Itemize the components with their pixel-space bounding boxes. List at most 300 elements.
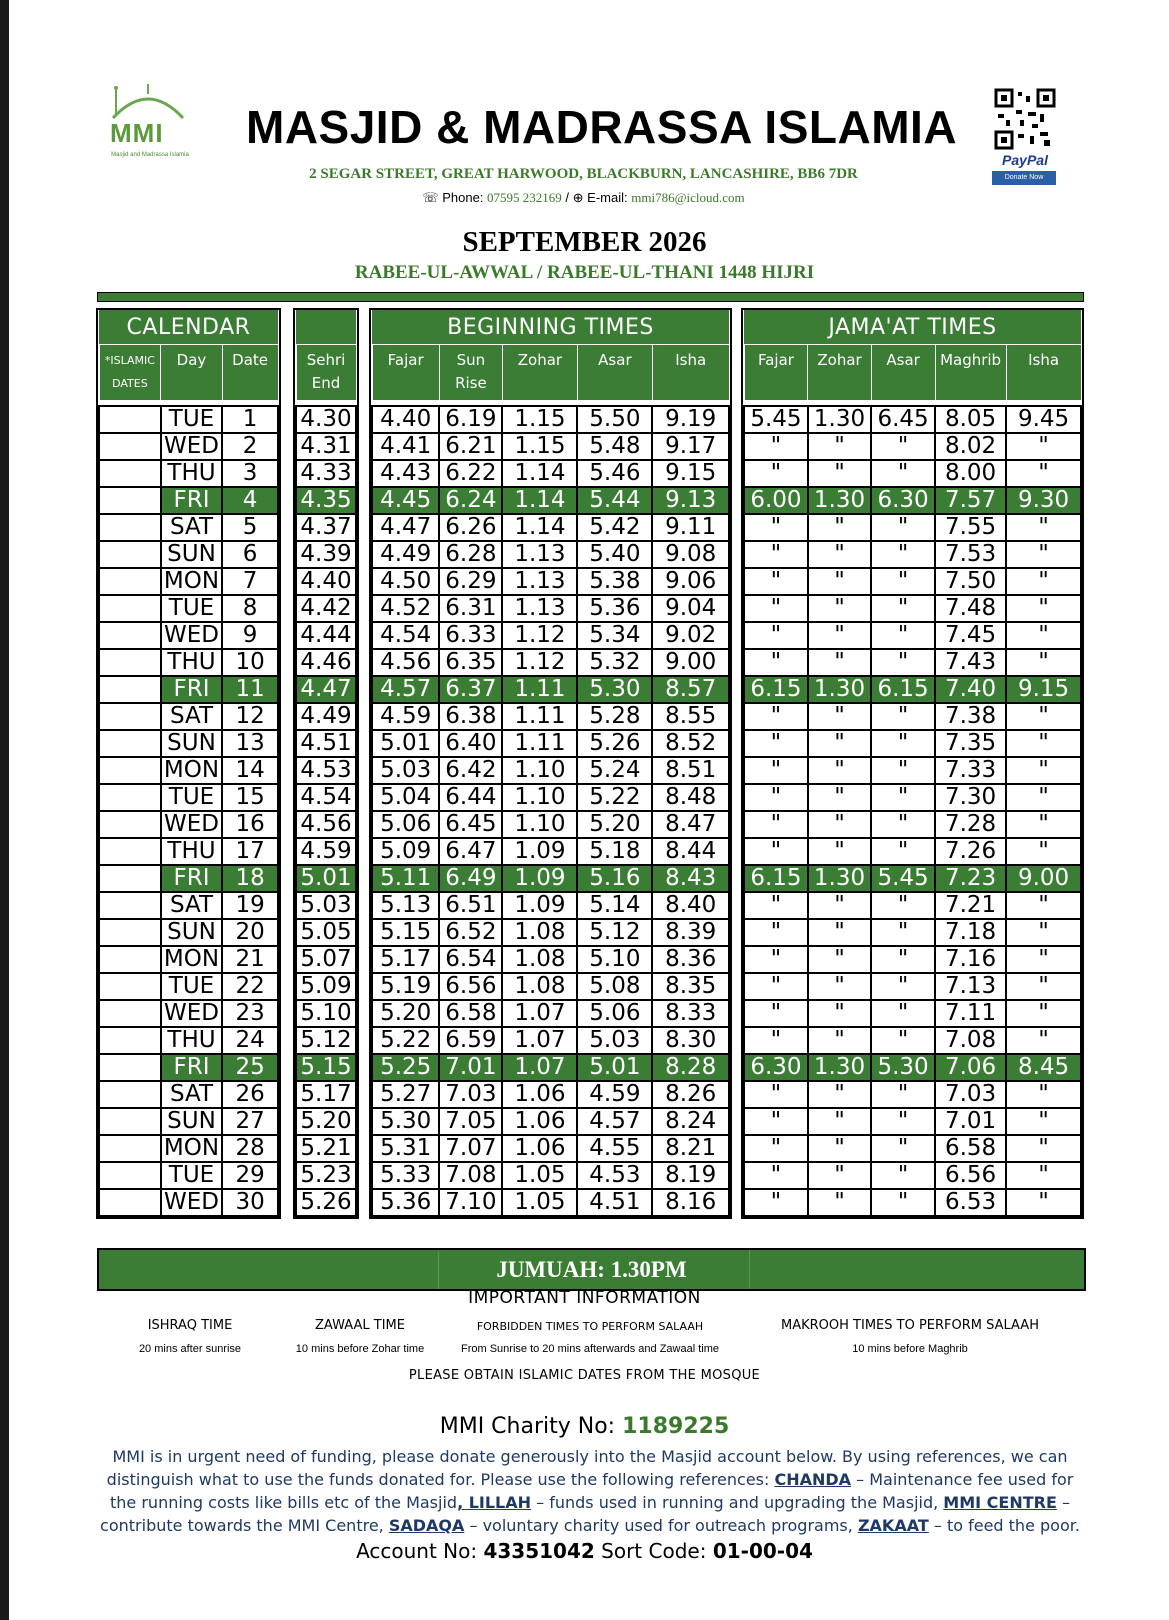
date-cell: 10: [222, 649, 278, 676]
begin-fajar-cell: 5.22: [372, 1027, 439, 1054]
table-row: [744, 865, 1081, 892]
table-row: [372, 1027, 729, 1054]
begin-isha-cell: 8.36: [652, 946, 729, 973]
table-row: [99, 784, 278, 811]
begin-fajar-cell: 5.30: [372, 1108, 439, 1135]
ishraq-value: 20 mins after sunrise: [138, 1343, 242, 1355]
day-cell: WED: [161, 433, 222, 460]
jamaat-fajar-cell: ": [744, 703, 808, 730]
begin-asar-cell: 5.30: [577, 676, 652, 703]
begin-zohar-cell: 1.06: [502, 1135, 577, 1162]
paypal-logo: PayPal: [1002, 152, 1048, 168]
jamaat-fajar-cell: ": [744, 919, 808, 946]
begin-sunrise-cell: 6.56: [439, 973, 502, 1000]
date-cell: 17: [222, 838, 278, 865]
table-row: [744, 838, 1081, 865]
begin-zohar-cell: 1.15: [502, 406, 577, 433]
begin-zohar-cell: 1.06: [502, 1108, 577, 1135]
sehri-cell: 4.46: [296, 649, 356, 676]
begin-zohar-cell: 1.08: [502, 919, 577, 946]
jamaat-asar-cell: 6.15: [871, 676, 935, 703]
table-row: [99, 703, 278, 730]
day-cell: THU: [161, 1027, 222, 1054]
jamaat-fajar-cell: ": [744, 541, 808, 568]
islamic-date-cell: [99, 649, 161, 676]
appeal-text-1: MMI is in urgent need of funding, please donate generously into the Masjid account below. By using references, we can distinguish what to use the funds donated for. Please use the following references:: [106, 1447, 1068, 1489]
col-islamic-dates: *ISLAMIC DATES: [99, 345, 161, 401]
charity-label: MMI Charity No:: [439, 1414, 616, 1439]
begin-zohar-cell: 1.12: [502, 649, 577, 676]
jamaat-zohar-cell: ": [808, 460, 871, 487]
phone-icon: ☏: [422, 190, 439, 205]
table-row: [372, 541, 729, 568]
begin-sunrise-cell: 6.37: [439, 676, 502, 703]
begin-fajar-cell: 5.11: [372, 865, 439, 892]
jamaat-fajar-cell: 5.45: [744, 406, 808, 433]
jamaat-asar-cell: ": [871, 1000, 935, 1027]
begin-zohar-cell: 1.07: [502, 1027, 577, 1054]
begin-zohar-cell: 1.05: [502, 1189, 577, 1216]
begin-isha-cell: 9.04: [652, 595, 729, 622]
jamaat-maghrib-cell: 7.57: [935, 487, 1006, 514]
begin-sunrise-cell: 6.58: [439, 1000, 502, 1027]
table-row: [744, 919, 1081, 946]
table-row: [744, 460, 1081, 487]
jamaat-zohar-cell: ": [808, 919, 871, 946]
date-cell: 1: [222, 406, 278, 433]
jamaat-isha-cell: ": [1006, 1000, 1081, 1027]
jamaat-asar-cell: ": [871, 649, 935, 676]
begin-isha-cell: 8.39: [652, 919, 729, 946]
table-row: [296, 811, 356, 838]
table-row: [372, 1054, 729, 1081]
sehri-cell: 5.03: [296, 892, 356, 919]
day-cell: SAT: [161, 514, 222, 541]
begin-isha-cell: 8.51: [652, 757, 729, 784]
begin-zohar-cell: 1.09: [502, 892, 577, 919]
table-row: [99, 1000, 278, 1027]
table-row: [296, 757, 356, 784]
jamaat-fajar-cell: ": [744, 622, 808, 649]
jamaat-fajar-cell: 6.15: [744, 676, 808, 703]
donate-now-button[interactable]: Donate Now: [992, 171, 1056, 185]
day-cell: SUN: [161, 730, 222, 757]
begin-fajar-cell: 4.57: [372, 676, 439, 703]
begin-sunrise-cell: 6.24: [439, 487, 502, 514]
table-row: [372, 1135, 729, 1162]
jamaat-asar-cell: ": [871, 1135, 935, 1162]
islamic-date-cell: [99, 1162, 161, 1189]
zawaal-value: 10 mins before Zohar time: [295, 1343, 425, 1355]
begin-isha-cell: 8.21: [652, 1135, 729, 1162]
begin-sunrise-cell: 7.07: [439, 1135, 502, 1162]
jamaat-zohar-cell: ": [808, 1108, 871, 1135]
begin-asar-cell: 5.26: [577, 730, 652, 757]
sehri-cell: 5.23: [296, 1162, 356, 1189]
sehri-cell: 4.39: [296, 541, 356, 568]
jamaat-zohar-cell: ": [808, 946, 871, 973]
jamaat-isha-cell: ": [1006, 973, 1081, 1000]
begin-zohar-cell: 1.09: [502, 865, 577, 892]
sehri-cell: 4.56: [296, 811, 356, 838]
day-cell: SAT: [161, 892, 222, 919]
day-cell: WED: [161, 1000, 222, 1027]
islamic-date-cell: [99, 784, 161, 811]
begin-asar-cell: 5.28: [577, 703, 652, 730]
table-row: [372, 1081, 729, 1108]
day-cell: SUN: [161, 541, 222, 568]
table-row: [99, 595, 278, 622]
sort-code: 01-00-04: [712, 1539, 813, 1563]
begin-asar-cell: 5.01: [577, 1054, 652, 1081]
date-cell: 6: [222, 541, 278, 568]
table-row: [296, 1189, 356, 1216]
islamic-date-cell: [99, 433, 161, 460]
day-cell: FRI: [161, 676, 222, 703]
begin-fajar-cell: 5.13: [372, 892, 439, 919]
jamaat-fajar-cell: ": [744, 730, 808, 757]
page-title: MASJID & MADRASSA ISLAMIA: [246, 101, 958, 153]
table-row: [296, 568, 356, 595]
jamaat-fajar-cell: ": [744, 433, 808, 460]
jamaat-maghrib-cell: 7.35: [935, 730, 1006, 757]
table-row: [296, 1054, 356, 1081]
begin-fajar-cell: 5.03: [372, 757, 439, 784]
table-row: [99, 1081, 278, 1108]
contact-line: ☏ Phone: 07595 232169 / ⊕ E-mail: mmi786@icloud.com: [422, 190, 745, 205]
begin-zohar-cell: 1.10: [502, 757, 577, 784]
jamaat-fajar-cell: ": [744, 784, 808, 811]
begin-fajar-cell: 4.52: [372, 595, 439, 622]
jamaat-fajar-cell: ": [744, 460, 808, 487]
islamic-date-cell: [99, 568, 161, 595]
jamaat-fajar-cell: ": [744, 649, 808, 676]
day-cell: FRI: [161, 487, 222, 514]
begin-zohar-cell: 1.05: [502, 1162, 577, 1189]
table-row: [296, 784, 356, 811]
begin-fajar-cell: 4.43: [372, 460, 439, 487]
jamaat-zohar-cell: ": [808, 838, 871, 865]
date-cell: 30: [222, 1189, 278, 1216]
islamic-date-cell: [99, 1108, 161, 1135]
jamaat-isha-cell: ": [1006, 595, 1081, 622]
day-cell: TUE: [161, 1162, 222, 1189]
date-cell: 19: [222, 892, 278, 919]
table-row: [296, 892, 356, 919]
table-row: [372, 649, 729, 676]
table-row: [372, 730, 729, 757]
jamaat-fajar-cell: ": [744, 1135, 808, 1162]
jamaat-isha-cell: ": [1006, 730, 1081, 757]
table-row: [99, 973, 278, 1000]
begin-sunrise-cell: 6.44: [439, 784, 502, 811]
sehri-block: [293, 308, 359, 1219]
jamaat-fajar-cell: ": [744, 1189, 808, 1216]
jamaat-isha-cell: ": [1006, 541, 1081, 568]
col-jamaat-zohar: Zohar: [808, 345, 871, 401]
jamaat-asar-cell: ": [871, 541, 935, 568]
email-label: E-mail:: [587, 190, 628, 205]
sehri-cell: 5.05: [296, 919, 356, 946]
begin-zohar-cell: 1.07: [502, 1000, 577, 1027]
table-row: [99, 676, 278, 703]
table-row: [744, 1108, 1081, 1135]
jamaat-asar-cell: ": [871, 595, 935, 622]
ref-lillah: , LILLAH: [457, 1493, 532, 1512]
jamaat-maghrib-cell: 7.30: [935, 784, 1006, 811]
jamaat-isha-cell: ": [1006, 703, 1081, 730]
table-row: [744, 568, 1081, 595]
begin-zohar-cell: 1.06: [502, 1081, 577, 1108]
sehri-cell: 4.37: [296, 514, 356, 541]
begin-fajar-cell: 4.54: [372, 622, 439, 649]
begin-zohar-cell: 1.08: [502, 946, 577, 973]
jamaat-times-block: [741, 308, 1084, 1219]
table-row: [372, 1162, 729, 1189]
sehri-cell: 5.01: [296, 865, 356, 892]
begin-zohar-cell: 1.11: [502, 730, 577, 757]
jamaat-asar-cell: ": [871, 838, 935, 865]
table-row: [296, 946, 356, 973]
begin-sunrise-cell: 6.40: [439, 730, 502, 757]
begin-asar-cell: 5.20: [577, 811, 652, 838]
jamaat-maghrib-cell: 7.50: [935, 568, 1006, 595]
table-row: [744, 1054, 1081, 1081]
table-row: [296, 676, 356, 703]
begin-sunrise-cell: 6.35: [439, 649, 502, 676]
jamaat-isha-cell: ": [1006, 568, 1081, 595]
email-link[interactable]: mmi786@icloud.com: [631, 190, 745, 205]
table-row: [99, 622, 278, 649]
date-cell: 25: [222, 1054, 278, 1081]
begin-fajar-cell: 5.04: [372, 784, 439, 811]
begin-asar-cell: 5.06: [577, 1000, 652, 1027]
table-row: [744, 595, 1081, 622]
begin-isha-cell: 8.19: [652, 1162, 729, 1189]
date-cell: 27: [222, 1108, 278, 1135]
table-row: [296, 487, 356, 514]
table-row: [744, 730, 1081, 757]
begin-sunrise-cell: 6.42: [439, 757, 502, 784]
jamaat-isha-cell: ": [1006, 1162, 1081, 1189]
islamic-date-cell: [99, 1081, 161, 1108]
jamaat-zohar-cell: ": [808, 703, 871, 730]
table-row: [99, 1162, 278, 1189]
jamaat-asar-cell: ": [871, 514, 935, 541]
table-row: [744, 1189, 1081, 1216]
islamic-date-cell: [99, 973, 161, 1000]
table-row: [296, 541, 356, 568]
islamic-date-cell: [99, 622, 161, 649]
phone-label: Phone:: [442, 190, 484, 205]
table-row: [372, 406, 729, 433]
account-number: 43351042: [483, 1539, 595, 1563]
islamic-date-cell: [99, 730, 161, 757]
begin-fajar-cell: 4.50: [372, 568, 439, 595]
begin-fajar-cell: 5.33: [372, 1162, 439, 1189]
makrooh-title: MAKROOH TIMES TO PERFORM SALAAH: [781, 1318, 1039, 1333]
jamaat-asar-cell: ": [871, 1081, 935, 1108]
table-row: [372, 1189, 729, 1216]
day-cell: TUE: [161, 973, 222, 1000]
begin-isha-cell: 8.16: [652, 1189, 729, 1216]
table-row: [744, 811, 1081, 838]
begin-zohar-cell: 1.13: [502, 595, 577, 622]
jamaat-asar-cell: ": [871, 757, 935, 784]
phone-number: 07595 232169: [487, 190, 562, 205]
jamaat-maghrib-cell: 7.43: [935, 649, 1006, 676]
day-cell: TUE: [161, 406, 222, 433]
sehri-cell: 5.21: [296, 1135, 356, 1162]
jamaat-zohar-cell: ": [808, 649, 871, 676]
sehri-cell: 5.20: [296, 1108, 356, 1135]
table-row: [744, 784, 1081, 811]
account-label: Account No:: [356, 1539, 478, 1563]
begin-fajar-cell: 4.59: [372, 703, 439, 730]
jamaat-asar-cell: ": [871, 892, 935, 919]
begin-isha-cell: 8.35: [652, 973, 729, 1000]
qr-code-icon[interactable]: [994, 88, 1056, 150]
begin-isha-cell: 9.17: [652, 433, 729, 460]
date-cell: 4: [222, 487, 278, 514]
jamaat-fajar-cell: ": [744, 1081, 808, 1108]
jamaat-isha-cell: ": [1006, 1027, 1081, 1054]
sehri-cell: 4.33: [296, 460, 356, 487]
jamaat-maghrib-cell: 7.48: [935, 595, 1006, 622]
begin-asar-cell: 4.53: [577, 1162, 652, 1189]
table-row: [372, 676, 729, 703]
islamic-date-cell: [99, 676, 161, 703]
appeal-text-6: – to feed the poor.: [933, 1516, 1080, 1535]
sehri-cell: 5.09: [296, 973, 356, 1000]
jamaat-maghrib-cell: 8.02: [935, 433, 1006, 460]
jamaat-zohar-cell: ": [808, 514, 871, 541]
jamaat-zohar-cell: ": [808, 1027, 871, 1054]
table-row: [372, 865, 729, 892]
begin-asar-cell: 5.10: [577, 946, 652, 973]
begin-isha-cell: 8.28: [652, 1054, 729, 1081]
jamaat-asar-cell: ": [871, 433, 935, 460]
sehri-header-blank: [296, 310, 356, 345]
jamaat-zohar-cell: ": [808, 1000, 871, 1027]
table-row: [372, 973, 729, 1000]
jamaat-times-header: JAMA'AT TIMES: [744, 310, 1081, 345]
jamaat-maghrib-cell: 6.58: [935, 1135, 1006, 1162]
begin-asar-cell: 5.24: [577, 757, 652, 784]
begin-isha-cell: 8.30: [652, 1027, 729, 1054]
date-cell: 26: [222, 1081, 278, 1108]
ref-sadaqa: SADAQA: [388, 1516, 465, 1535]
begin-sunrise-cell: 7.05: [439, 1108, 502, 1135]
jamaat-asar-cell: ": [871, 973, 935, 1000]
jamaat-maghrib-cell: 7.06: [935, 1054, 1006, 1081]
col-begin-zohar: Zohar: [502, 345, 577, 401]
jamaat-zohar-cell: ": [808, 892, 871, 919]
table-row: [744, 1081, 1081, 1108]
begin-sunrise-cell: 6.22: [439, 460, 502, 487]
table-row: [296, 1027, 356, 1054]
zawaal-title: ZAWAAL TIME: [315, 1318, 405, 1333]
table-row: [372, 946, 729, 973]
begin-isha-cell: 8.55: [652, 703, 729, 730]
jamaat-fajar-cell: ": [744, 1027, 808, 1054]
begin-sunrise-cell: 6.45: [439, 811, 502, 838]
begin-fajar-cell: 5.27: [372, 1081, 439, 1108]
begin-sunrise-cell: 6.59: [439, 1027, 502, 1054]
date-cell: 8: [222, 595, 278, 622]
begin-asar-cell: 5.03: [577, 1027, 652, 1054]
table-row: [744, 433, 1081, 460]
jamaat-fajar-cell: ": [744, 568, 808, 595]
jamaat-isha-cell: ": [1006, 757, 1081, 784]
table-row: [372, 919, 729, 946]
table-row: [744, 1135, 1081, 1162]
begin-asar-cell: 4.59: [577, 1081, 652, 1108]
day-cell: WED: [161, 1189, 222, 1216]
table-row: [296, 973, 356, 1000]
globe-icon: ⊕: [572, 190, 584, 205]
jamaat-maghrib-cell: 7.16: [935, 946, 1006, 973]
jamaat-maghrib-cell: 7.18: [935, 919, 1006, 946]
calendar-header: CALENDAR: [99, 310, 278, 345]
sehri-cell: 4.40: [296, 568, 356, 595]
islamic-date-cell: [99, 838, 161, 865]
islamic-date-cell: [99, 1135, 161, 1162]
jamaat-zohar-cell: ": [808, 1081, 871, 1108]
table-row: [372, 460, 729, 487]
begin-fajar-cell: 5.09: [372, 838, 439, 865]
begin-sunrise-cell: 6.33: [439, 622, 502, 649]
table-row: [296, 433, 356, 460]
day-cell: FRI: [161, 1054, 222, 1081]
table-row: [296, 1135, 356, 1162]
ref-zakaat: ZAKAAT: [857, 1516, 929, 1535]
sehri-cell: 5.12: [296, 1027, 356, 1054]
begin-isha-cell: 8.47: [652, 811, 729, 838]
begin-fajar-cell: 4.49: [372, 541, 439, 568]
table-row: [372, 514, 729, 541]
begin-sunrise-cell: 6.51: [439, 892, 502, 919]
begin-zohar-cell: 1.13: [502, 568, 577, 595]
begin-isha-cell: 8.44: [652, 838, 729, 865]
begin-sunrise-cell: 6.19: [439, 406, 502, 433]
jamaat-fajar-cell: 6.00: [744, 487, 808, 514]
charity-number: [0, 1414, 1169, 1439]
ishraq-title: ISHRAQ TIME: [147, 1318, 233, 1333]
islamic-date-cell: [99, 1054, 161, 1081]
islamic-date-cell: [99, 811, 161, 838]
appeal-text-3: – funds used in running and upgrading the Masjid,: [536, 1493, 939, 1512]
date-cell: 21: [222, 946, 278, 973]
jamaat-zohar-cell: ": [808, 1189, 871, 1216]
beginning-times-block: [369, 308, 732, 1219]
begin-asar-cell: 5.22: [577, 784, 652, 811]
sehri-cell: 4.47: [296, 676, 356, 703]
table-row: [99, 541, 278, 568]
begin-sunrise-cell: 6.47: [439, 838, 502, 865]
table-row: [744, 1027, 1081, 1054]
table-row: [296, 649, 356, 676]
islamic-date-cell: [99, 1189, 161, 1216]
day-cell: MON: [161, 946, 222, 973]
begin-isha-cell: 8.26: [652, 1081, 729, 1108]
jamaat-maghrib-cell: 7.13: [935, 973, 1006, 1000]
begin-sunrise-cell: 6.54: [439, 946, 502, 973]
table-row: [296, 1081, 356, 1108]
islamic-date-cell: [99, 460, 161, 487]
jamaat-zohar-cell: ": [808, 595, 871, 622]
begin-zohar-cell: 1.11: [502, 676, 577, 703]
